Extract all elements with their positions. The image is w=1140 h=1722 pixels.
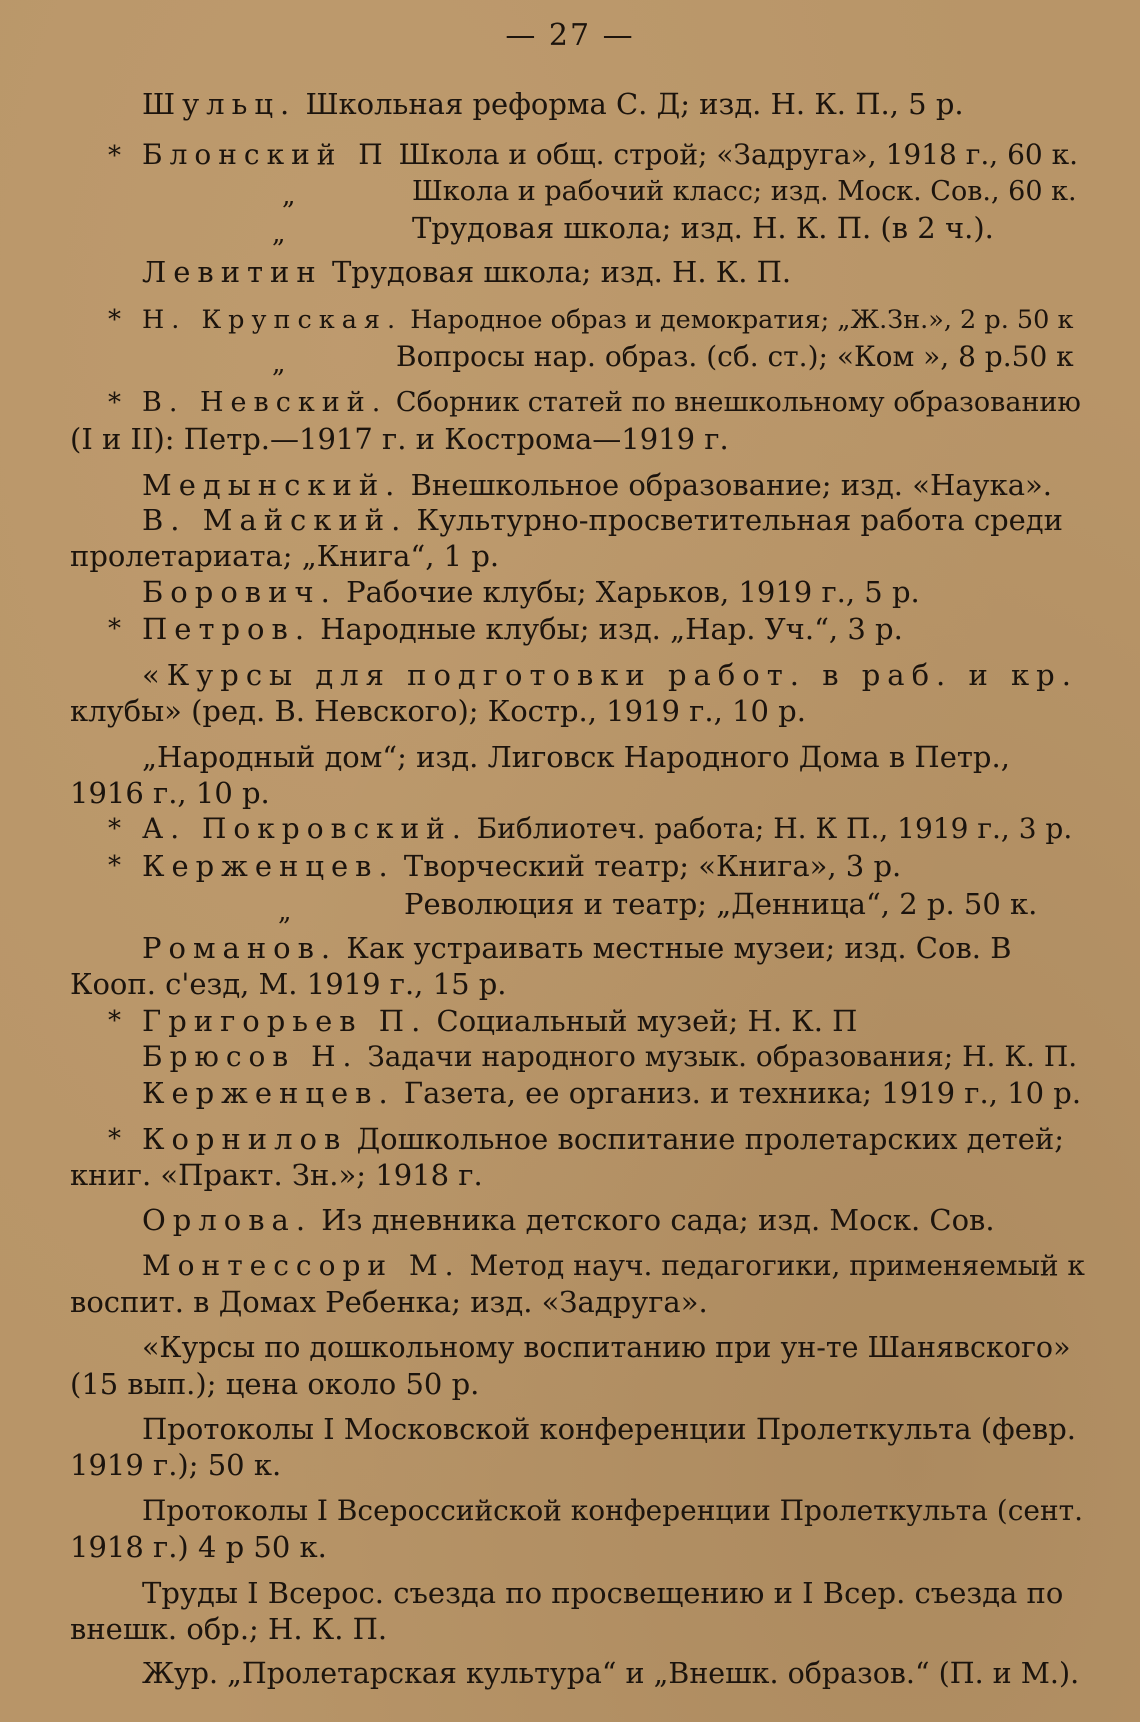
entry-text: Трудовая школа; изд. Н. К. П. (в 2 ч.).	[412, 211, 994, 245]
entry-text: 1919 г.); 50 к.	[70, 1448, 282, 1482]
asterisk-mark: *	[108, 388, 121, 418]
author-name: Корнилов	[142, 1122, 348, 1156]
asterisk-mark: *	[108, 141, 121, 171]
entry-text: клубы» (ред. В. Невского); Костр., 1919 г., 10 р.	[70, 694, 806, 728]
entry-text: Школа и рабочий класс; изд. Моск. Сов., 60 к.	[412, 176, 1077, 207]
entry-line	[142, 1003, 857, 1039]
author-name: Монтессори М.	[142, 1249, 461, 1282]
entry-line	[142, 811, 1072, 847]
entry-line	[142, 467, 1052, 503]
asterisk-mark: *	[108, 305, 121, 335]
entry-text: Народное образ и демократия; „Ж.Зн.», 2 р. 50 к	[410, 305, 1074, 335]
ditto-mark: „	[282, 181, 296, 211]
entry-line	[142, 1075, 1081, 1111]
author-name: В. Невский.	[142, 387, 388, 418]
entry-text: Протоколы I Всероссийской конференции Пролеткульта (сент.	[142, 1494, 1083, 1527]
asterisk-mark: *	[108, 614, 121, 644]
ditto-mark: „	[272, 349, 286, 379]
ditto-mark: „	[278, 897, 292, 927]
asterisk-mark: *	[108, 1124, 121, 1154]
author-name: А. Покровский.	[142, 812, 468, 845]
entry-text: книг. «Практ. Зн.»; 1918 г.	[70, 1158, 483, 1192]
entry-text: Задачи народного музык. образования; Н. К. П.	[367, 1040, 1078, 1073]
asterisk-mark: *	[108, 1006, 121, 1036]
entry-text: Революция и театр; „Денница“, 2 р. 50 к.	[404, 887, 1038, 921]
entry-text: Рабочие клубы; Харьков, 1919 г., 5 р.	[346, 575, 920, 609]
author-name: Левитин	[142, 255, 323, 289]
entry-text: Библиотеч. работа; Н. К П., 1919 г., 3 р.	[476, 812, 1073, 845]
author-name: Шульц.	[142, 87, 297, 121]
entry-line	[142, 848, 901, 884]
entry-line	[142, 1202, 995, 1238]
author-name: Петров.	[142, 612, 312, 646]
entry-line	[142, 86, 964, 122]
entry-text: (15 вып.); цена около 50 р.	[70, 1367, 480, 1401]
entry-text: Как устраивать местные музеи; изд. Сов. В	[346, 931, 1012, 965]
entry-text: «Курсы для подготовки работ. в раб. и кр.	[142, 658, 1078, 692]
entry-line	[142, 302, 1073, 338]
asterisk-mark: *	[108, 851, 121, 881]
entry-line	[142, 385, 1081, 421]
entry-text: Культурно-просветительная работа среди	[416, 503, 1063, 537]
ditto-mark: „	[272, 219, 286, 249]
entry-text: Протоколы I Московской конференции Пролеткульта (февр.	[142, 1412, 1077, 1446]
asterisk-mark: *	[108, 814, 121, 844]
author-name: Керженцев.	[142, 849, 395, 883]
entry-text: Кооп. с'езд, М. 1919 г., 15 р.	[70, 967, 507, 1001]
entry-text: Жур. „Пролетарская культура“ и „Внешк. образов.“ (П. и М.).	[142, 1657, 1080, 1690]
entry-text: Сборник статей по внешкольному образованию	[395, 387, 1081, 418]
entry-text: (I и II): Петр.—1917 г. и Кострома—1919 г.	[70, 422, 729, 456]
entry-text: Внешкольное образование; изд. «Наука».	[410, 468, 1052, 502]
author-name: Н. Крупская.	[142, 305, 403, 335]
entry-text: Школьная реформа С. Д; изд. Н. К. П., 5 р.	[305, 87, 964, 121]
entry-text: Дошкольное воспитание пролетарских детей;	[356, 1122, 1065, 1156]
entry-text: пролетариата; „Книга“, 1 р.	[70, 539, 500, 573]
entry-line	[142, 254, 791, 290]
entry-text: «Курсы по дошкольному воспитанию при ун-те Шанявского»	[142, 1331, 1071, 1364]
entry-line	[142, 502, 1063, 538]
author-name: Григорьев П.	[142, 1004, 428, 1038]
entry-line	[142, 574, 920, 610]
entry-line	[142, 1121, 1064, 1157]
entry-line	[142, 611, 903, 647]
entry-text: Творческий театр; «Книга», 3 р.	[403, 849, 902, 883]
entry-text: Вопросы нар. образ. (сб. ст.); «Ком », 8 р.50 к	[396, 340, 1074, 373]
author-name: Романов.	[142, 931, 338, 965]
entry-line	[142, 930, 1012, 966]
entry-text: 1916 г., 10 р.	[70, 776, 270, 810]
author-name: Блонский П	[142, 138, 390, 171]
author-name: Керженцев.	[142, 1076, 395, 1110]
entry-text: Метод науч. педагогики, применяемый к	[469, 1249, 1085, 1282]
entry-text: Социальный музей; Н. К. П	[436, 1004, 858, 1038]
entry-line	[142, 1248, 1085, 1284]
entry-line	[142, 1039, 1077, 1075]
entry-text: Труды I Всерос. съезда по просвещению и I Всер. съезда по	[142, 1576, 1064, 1610]
entry-text: 1918 г.) 4 р 50 к.	[70, 1530, 327, 1564]
author-name: В. Майский.	[142, 503, 408, 537]
entry-text: внешк. обр.; Н. К. П.	[70, 1612, 388, 1646]
page-number: — 27 —	[505, 18, 635, 53]
entry-text: воспит. в Домах Ребенка; изд. «Задруга».	[70, 1285, 708, 1319]
author-name: Медынский.	[142, 468, 402, 502]
entry-line	[142, 137, 1078, 173]
entry-text: Газета, ее организ. и техника; 1919 г., 10 р.	[403, 1076, 1082, 1110]
author-name: Брюсов Н.	[142, 1040, 359, 1073]
entry-text: Школа и общ. строй; «Задруга», 1918 г., 60 к.	[398, 138, 1079, 171]
entry-text: Народные клубы; изд. „Нар. Уч.“, 3 р.	[320, 612, 903, 646]
entry-text: Трудовая школа; изд. Н. К. П.	[331, 255, 792, 289]
author-name: Орлова.	[142, 1203, 313, 1237]
author-name: Борович.	[142, 575, 337, 609]
entry-text: „Народный дом“; изд. Лиговск Народного Дома в Петр.,	[142, 740, 1010, 774]
entry-text: Из дневника детского сада; изд. Моск. Сов.	[321, 1203, 995, 1237]
